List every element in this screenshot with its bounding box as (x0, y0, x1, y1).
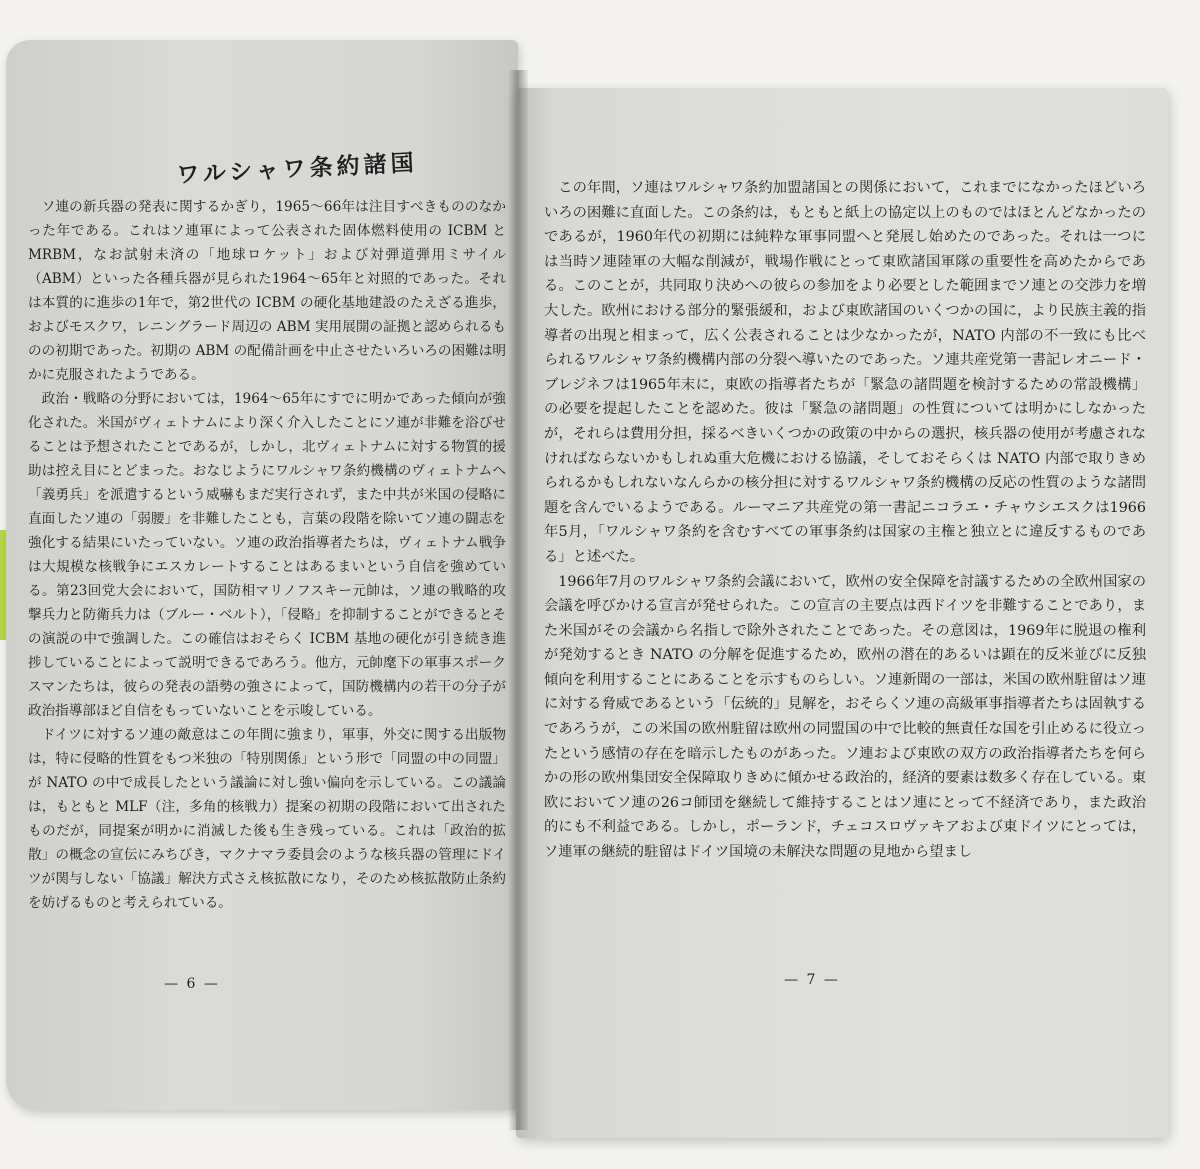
book-gutter (508, 70, 528, 1130)
right-paragraph-1: この年間，ソ連はワルシャワ条約加盟諸国との関係において，これまでになかったほどいろいろの困難に直面した。この条約は，もともと紙上の協定以上のものではほとんどなかったのであるが，1960年代の初期には純粋な軍事同盟へと発展し始めたのであった。それは一つには当時ソ連陸軍の大幅な削減が，戦場作戦にとって東欧諸国軍隊の重要性を高めたからである。このことが，共同取り決めへの彼らの参加をより必要とした範囲までソ連との交渉力を増大した。欧州における部分的緊張緩和，および東欧諸国のいくつかの国に，より民族主義的指導者の出現と相まって，広く公表されることは少なかったが，NATO 内部の不一致にも比べられるワルシャワ条約機構内部の分裂へ導いたのであった。ソ連共産党第一書記レオニード・ブレジネフは1965年末に，東欧の指導者たちが「緊急の諸問題を検討するための常設機構」の必要を提起したことを認めた。彼は「緊急の諸問題」の性質については明かにしなかったが，それらは費用分担，採るべきいくつかの政策の中からの選択，核兵器の使用が考慮されなければならないかもしれぬ重大危機における協議，そしておそらくは NATO 内部で取りきめられるかもしれないなんらかの核分担に対するワルシャワ条約機構の反応の性質のような諸問題を含んでいるようである。ルーマニア共産党の第一書記ニコラエ・チャウシエスクは1966年5月，「ワルシャワ条約を含むすべての軍事条約は国家の主権と独立とに違反するものである」と述べた。 (544, 180, 1146, 565)
right-page (516, 88, 1168, 1138)
right-paragraph-2: 1966年7月のワルシャワ条約会議において，欧州の安全保障を討議するための全欧州国家の会議を呼びかける宣言が発せられた。この宣言の主要点は西ドイツを非難することであり，また米国がその会議から名指しで除外されたことであった。その意図は，1969年に脱退の権利が発効するとき NATO の分解を促進するため，欧州の潜在的あるいは顕在的反米並びに反独傾向を利用することにあることを示すものらしい。ソ連新聞の一部は，米国の欧州駐留はソ連に対する脅威であるという「伝統的」見解を，おそらくソ連の高級軍事指導者たちは固執するであろうが，この米国の欧州駐留は欧州の同盟国の中で比較的無責任な国を引止めるに役立ったという感情の存在を暗示したものがあった。ソ連および東欧の双方の政治指導者たちを何らかの形の欧州集団安全保障取りきめに傾かせる政治的，経済的要素は数多く存在している。東欧においてソ連の26コ師団を継続して維持することはソ連にとって不経済であり，また政治的にも不利益である。しかし，ポーランド，チェコスロヴァキアおよび東ドイツにとっては，ソ連軍の継続的駐留はドイツ国境の未解決な問題の見地から望まし (544, 573, 1146, 861)
left-page (6, 40, 518, 1110)
left-paragraph-3: ドイツに対するソ連の敵意はこの年間に強まり，軍事，外交に関する出版物は，特に侵略的性質をもつ米独の「特別関係」という形で「同盟の中の同盟」が NATO の中で成長したという議論に対し強い偏向を示している。この議論は，もともと MLF（注，多角的核戦力）提案の初期の段階において出されたものだが，同提案が明かに消滅した後も生き残っている。これは「政治的拡散」の概念の宣伝にみちびき，マクナマラ委員会のような核兵器の管理にドイツが関与しない「協議」解決方式さえ核拡散になり，そのため核拡散防止条約を妨げるものと考えられている。 (28, 727, 506, 911)
page-title: ワルシャワ条約諸国 (175, 149, 419, 189)
page-number-left: — 6 — (164, 976, 220, 992)
left-paragraph-2: 政治・戦略の分野においては，1964〜65年にすでに明かであった傾向が強化された。米国がヴィェトナムにより深く介入したことにソ連が非難を浴びせることは予想されたことであるが，しかし，北ヴィェトナムに対する物質的援助は控え目にとどまった。おなじようにワルシャワ条約機構のヴィェトナムへ「義勇兵」を派遣するという威嚇もまだ実行されず，また中共が米国の侵略に直面したソ連の「弱腰」を非難したことも，言葉の段階を除いてソ連の闘志を強化する結果にいたっていない。ソ連の政治指導者たちは，ヴィェトナム戦争は大規模な核戦争にエスカレートすることはあるまいという自信を強めている。第23回党大会において，国防相マリノフスキー元帥は，ソ連の戦略的攻撃兵力と防衛兵力は（ブルー・ベルト），「侵略」を抑制することができるとその演説の中で強調した。この確信はおそらく ICBM 基地の硬化が引き続き進捗していることによって説明できるであろう。他方，元帥麾下の軍事スポークスマンたちは，彼らの発表の語勢の強さによって，国防機構内の若干の分子が政治指導部ほど自信をもっていないことを示唆している。 (28, 391, 506, 719)
page-number-right: — 7 — (784, 972, 840, 988)
left-paragraph-1: ソ連の新兵器の発表に関するかぎり，1965〜66年は注目すべきもののなかった年である。これはソ連軍によって公表された固体燃料使用の ICBM と MRBM，なお試射未済の「地球ロケット」および対弾道弾用ミサイル（ABM）といった各種兵器が見られた1964〜65年と対照的であった。それは本質的に進歩の1年で，第2世代の ICBM の硬化基地建設のたえざる進歩，およびモスクワ，レニングラード周辺の ABM 実用展開の証拠と認められるものの初期であった。初期の ABM の配備計画を中止させたいろいろの困難は明かに克服されたようである。 (28, 199, 506, 383)
